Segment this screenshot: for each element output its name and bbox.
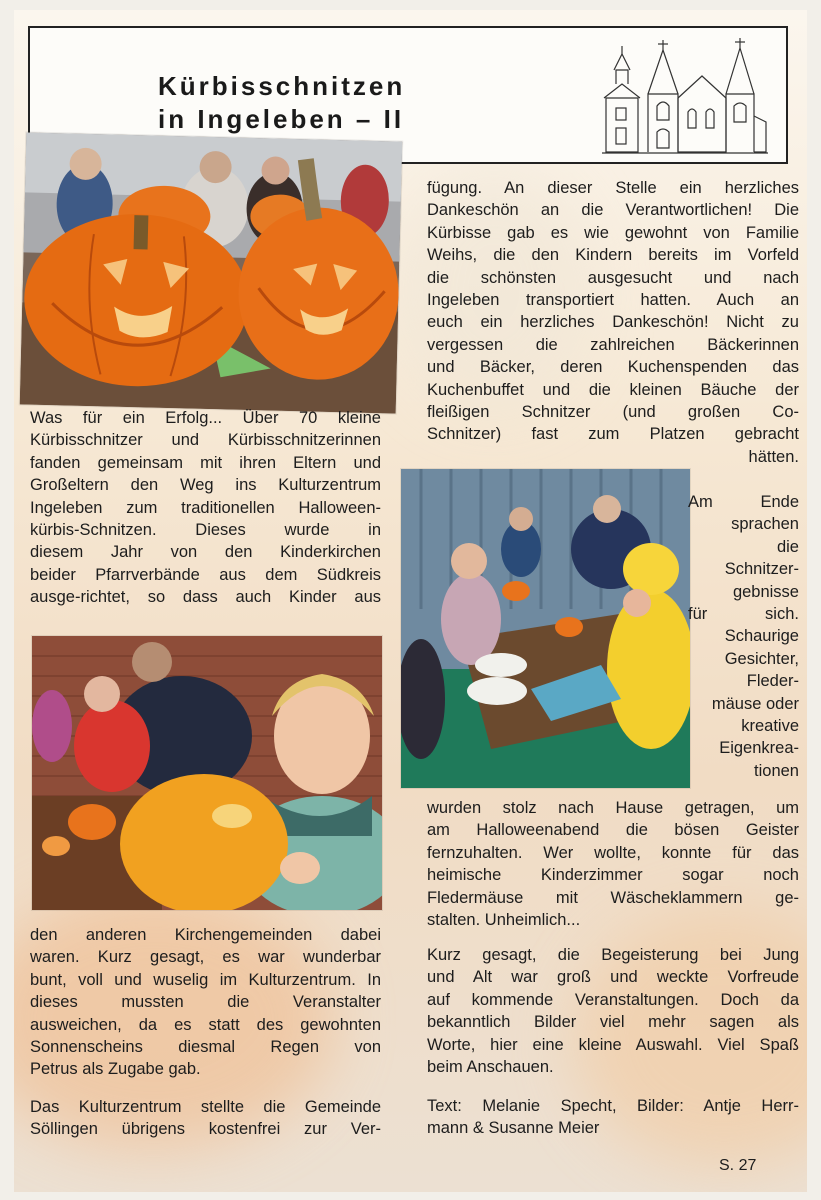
text-line: am Halloweenabend die bösen Geister: [427, 821, 799, 840]
text-line: Was für ein Erfolg... Über 70 kleine: [30, 409, 381, 427]
text-line: Worte, hier eine kleine Auswahl. Viel Spaß: [427, 1035, 799, 1054]
text-line: euch ein herzliches Dankeschön! Nicht zu: [427, 313, 799, 332]
text-line: Schaurige: [724, 627, 799, 646]
text-line: Sonnenscheins diesmal Regen von: [30, 1038, 381, 1057]
text-line: stalten. Unheimlich...: [427, 911, 581, 930]
text-line: und Alt war groß und weckte Vorfreude: [427, 968, 799, 987]
left-column-intro: [30, 407, 381, 609]
text-line: Fledermäuse mit Wäscheklammern ge-: [427, 888, 799, 907]
text-line: Das Kulturzentrum stellte die Gemeinde: [30, 1098, 381, 1116]
church-sketch-icon: [602, 36, 768, 158]
text-line: fanden gemeinsam mit ihren Eltern und: [30, 453, 381, 472]
text-line: für sich.: [688, 605, 799, 624]
text-line: beim Anschauen.: [427, 1058, 554, 1077]
photo-group-carving: [401, 469, 690, 788]
text-line: dieses mussten die Veranstalter: [30, 993, 381, 1012]
page-number: S. 27: [719, 1157, 757, 1174]
text-line: heimische Kinderzimmer sogar noch: [427, 866, 799, 885]
title-line-1: Kürbisschnitzen: [158, 71, 406, 101]
text-line: Großeltern den Weg ins Kulturzentrum: [30, 476, 381, 495]
text-line: Gesichter,: [724, 649, 799, 668]
text-line: und Bäcker, deren Kuchenspenden das: [427, 358, 799, 377]
text-line: Weihs, die den Kindern bereits im Vorfeld: [427, 246, 799, 265]
text-line: Fleder-: [746, 672, 799, 691]
text-line: waren. Kurz gesagt, es war wunderbar: [30, 948, 381, 967]
text-line: Kürbisse gab es wie gewohnt von Familie: [427, 223, 799, 242]
text-line: die schönsten ausgesucht und nach: [427, 268, 799, 287]
text-line: Schnitzer-: [724, 560, 799, 579]
text-line: ausge-richtet, so dass auch Kinder aus: [30, 588, 381, 607]
left-column-continued: [30, 924, 381, 1081]
text-line: diesem Jahr von den Kinderkirchen: [30, 543, 381, 562]
page-title: [158, 70, 405, 136]
text-line: hätten.: [748, 447, 799, 466]
photo-boy-with-pumpkin: [32, 636, 382, 910]
right-column-middle: [427, 797, 799, 931]
text-line: den anderen Kirchengemeinden dabei: [30, 926, 381, 944]
text-line: mann & Susanne Meier: [427, 1119, 600, 1138]
right-column-beside-photo: [688, 491, 799, 782]
text-line: Ingeleben zum traditionellen Halloween-: [30, 498, 381, 517]
text-line: die: [776, 537, 799, 556]
text-line: Text: Melanie Specht, Bilder: Antje Herr-: [427, 1097, 799, 1115]
text-line: fernzuhalten. Wer wollte, konnte für das: [427, 843, 799, 862]
text-line: kreative: [741, 717, 799, 736]
text-line: Dankeschön an die Verantwortlichen! Die: [427, 201, 799, 220]
text-line: bunt, voll und wuselig im Kulturzentrum. In: [30, 970, 381, 989]
text-line: Kuchenbuffet und die kleinen Bäuche der: [427, 380, 799, 399]
text-line: Kurz gesagt, die Begeisterung bei Jung: [427, 946, 799, 964]
text-line: Eigenkrea-: [719, 739, 799, 758]
text-line: bekanntlich Bilder viel mehr sagen als: [427, 1013, 799, 1032]
text-line: Am Ende: [688, 493, 799, 511]
text-line: fügung. An dieser Stelle ein herzliches: [427, 179, 799, 197]
left-column-final: [30, 1096, 381, 1141]
text-line: ausweichen, da es statt des gewohnten: [30, 1015, 381, 1034]
text-line: mäuse oder: [711, 694, 799, 713]
text-line: Petrus als Zugabe gab.: [30, 1060, 201, 1079]
text-line: fleißigen Schnitzer (und großen Co-: [427, 403, 799, 422]
text-line: beider Pfarrverbände aus dem Südkreis: [30, 565, 381, 584]
text-line: vergessen die zahlreichen Bäckerinnen: [427, 335, 799, 354]
text-line: tionen: [754, 761, 799, 780]
text-line: Schnitzer) fast zum Platzen gebracht: [427, 425, 799, 444]
text-line: Kürbisschnitzer und Kürbisschnitzerinnen: [30, 431, 381, 450]
text-line: kürbis-Schnitzen. Dieses wurde in: [30, 521, 381, 540]
right-column-bottom: [427, 944, 799, 1078]
text-line: gebnisse: [732, 582, 799, 601]
credits: [427, 1095, 799, 1140]
text-line: auf kommende Veranstaltungen. Doch da: [427, 990, 799, 1009]
text-line: sprachen: [731, 515, 799, 534]
text-line: wurden stolz nach Hause getragen, um: [427, 799, 799, 817]
title-line-2: in Ingeleben – II: [158, 104, 405, 134]
text-line: Ingeleben transportiert hatten. Auch an: [427, 291, 799, 310]
photo-pumpkins: [20, 132, 403, 413]
right-column-top: [427, 177, 799, 468]
text-line: Söllingen übrigens kostenfrei zur Ver-: [30, 1120, 381, 1139]
